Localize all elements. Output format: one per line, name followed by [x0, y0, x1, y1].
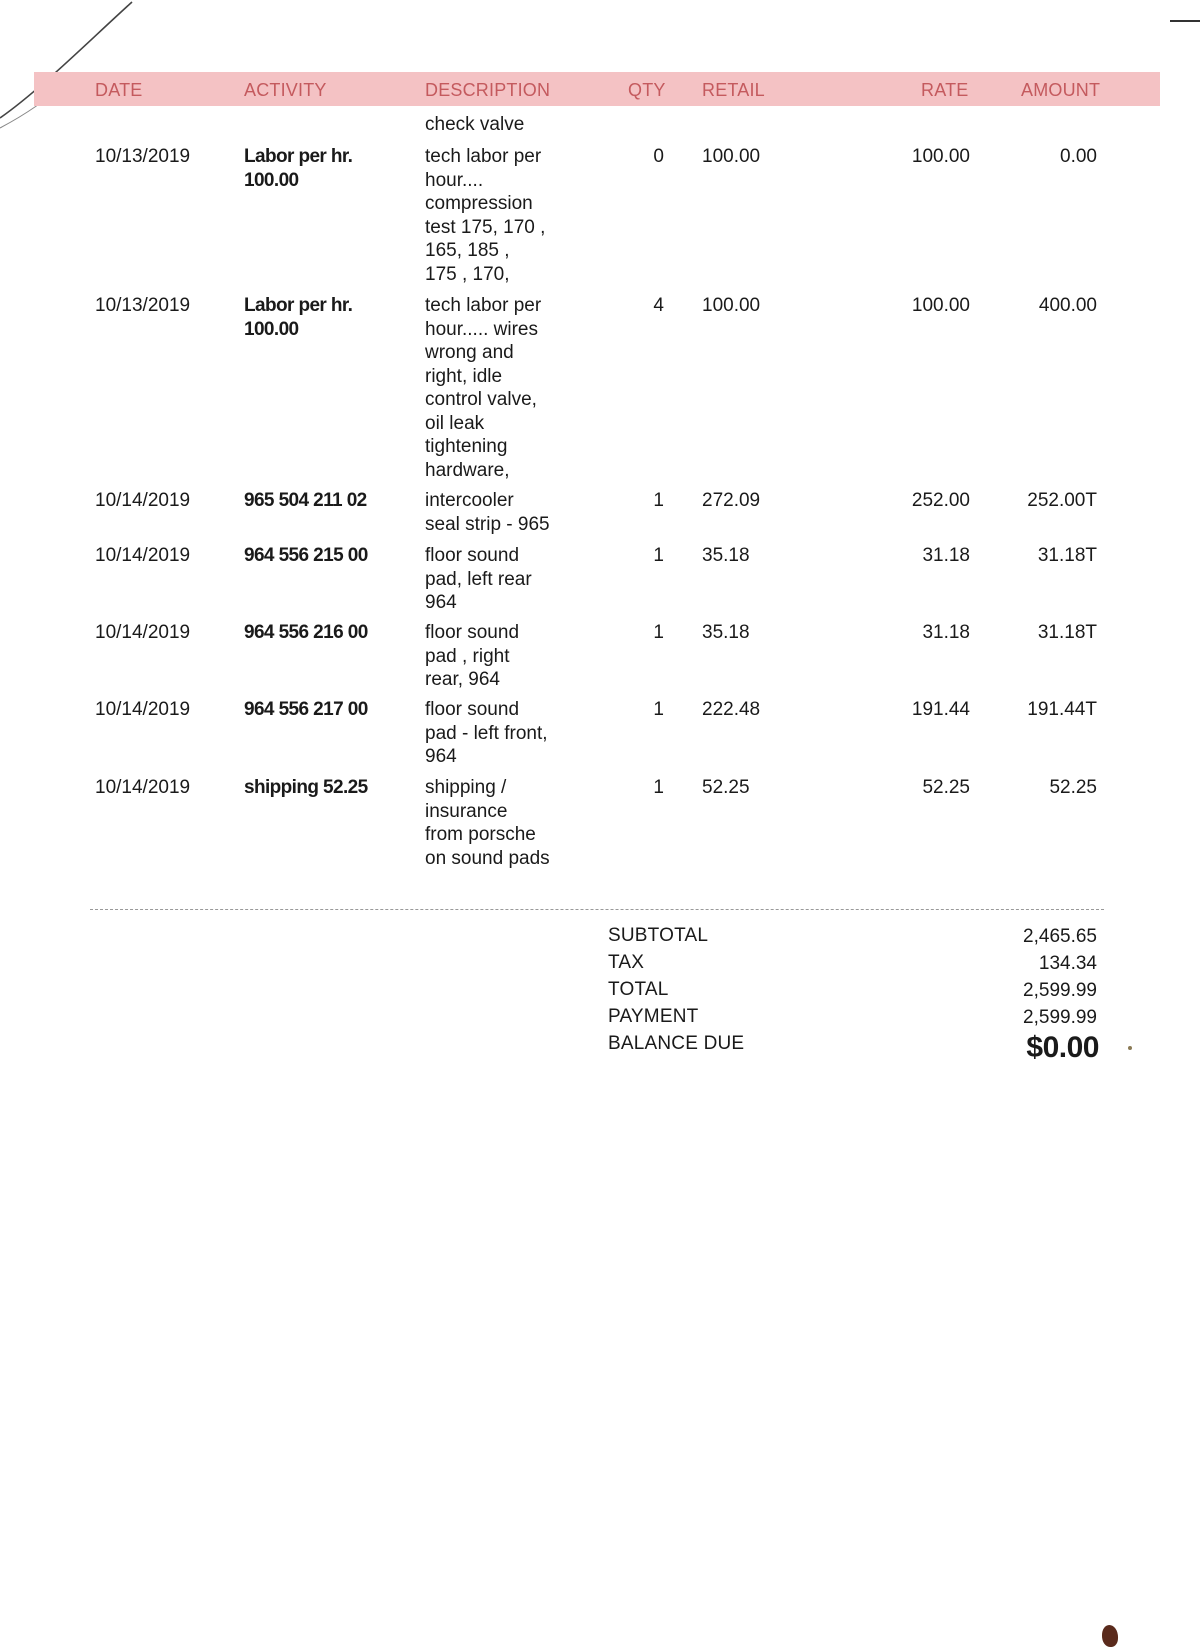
- row-qty: 4: [653, 295, 664, 316]
- header-rate: RATE: [921, 80, 969, 100]
- row-amount: 52.25: [1049, 777, 1097, 798]
- row-activity: Labor per hr. 100.00: [244, 295, 353, 340]
- row-activity: 964 556 217 00: [244, 699, 368, 720]
- row-date: 10/13/2019: [95, 146, 191, 167]
- row-rate: 252.00: [911, 490, 970, 511]
- row-qty: 1: [653, 699, 664, 720]
- tax-label: TAX: [608, 952, 645, 973]
- header-retail: RETAIL: [702, 80, 765, 100]
- row-retail: 100.00: [702, 146, 761, 167]
- scan-edge-mark: [1170, 0, 1200, 22]
- header-qty: QTY: [628, 80, 666, 100]
- table-header: [34, 72, 1160, 106]
- row-retail: 222.48: [702, 699, 761, 720]
- row-date: 10/14/2019: [95, 777, 191, 798]
- row-qty: 1: [653, 545, 664, 566]
- row-activity: Labor per hr. 100.00: [244, 146, 353, 191]
- row-qty: 1: [653, 622, 664, 643]
- balance-due-label: BALANCE DUE: [608, 1033, 745, 1054]
- row-amount: 400.00: [1038, 295, 1097, 316]
- row-rate: 100.00: [911, 295, 970, 316]
- folded-corner-artifact: [0, 0, 143, 130]
- row-retail: 35.18: [702, 622, 750, 643]
- subtotal-label: SUBTOTAL: [608, 925, 709, 946]
- row-amount: 31.18T: [1037, 622, 1097, 643]
- row-retail: 35.18: [702, 545, 750, 566]
- row-description: floor sound pad - left front, 964: [425, 699, 548, 767]
- payment-value: 2,599.99: [1023, 1007, 1097, 1028]
- row-rate: 31.18: [922, 545, 970, 566]
- row-amount: 252.00T: [1027, 490, 1097, 511]
- row-amount: 191.44T: [1027, 699, 1097, 720]
- balance-due-value: $0.00: [1026, 1031, 1099, 1064]
- scan-speck: [1128, 1046, 1132, 1050]
- row-activity: 964 556 216 00: [244, 622, 368, 643]
- total-value: 2,599.99: [1023, 980, 1097, 1001]
- subtotal-value: 2,465.65: [1023, 926, 1097, 947]
- row-retail: 100.00: [702, 295, 761, 316]
- continued-description: check valve: [425, 114, 525, 135]
- row-date: 10/14/2019: [95, 545, 191, 566]
- row-date: 10/13/2019: [95, 295, 191, 316]
- row-date: 10/14/2019: [95, 490, 191, 511]
- row-rate: 31.18: [922, 622, 970, 643]
- total-label: TOTAL: [608, 979, 669, 1000]
- header-date: DATE: [95, 80, 143, 100]
- row-description: shipping / insurance from porsche on sound pads: [425, 777, 550, 869]
- row-rate: 52.25: [922, 777, 970, 798]
- totals-divider: [90, 909, 1104, 910]
- row-description: floor sound pad, left rear 964: [425, 545, 532, 613]
- row-rate: 191.44: [911, 699, 970, 720]
- tax-value: 134.34: [1038, 953, 1097, 974]
- row-qty: 1: [653, 777, 664, 798]
- payment-label: PAYMENT: [608, 1006, 699, 1027]
- row-qty: 1: [653, 490, 664, 511]
- ink-stain: [1102, 1625, 1118, 1647]
- header-activity: ACTIVITY: [244, 80, 327, 100]
- row-activity: shipping 52.25: [244, 777, 368, 798]
- row-rate: 100.00: [911, 146, 970, 167]
- row-retail: 272.09: [702, 490, 761, 511]
- row-description: floor sound pad , right rear, 964: [425, 622, 520, 690]
- row-date: 10/14/2019: [95, 622, 191, 643]
- row-activity: 965 504 211 02: [244, 490, 367, 511]
- header-amount: AMOUNT: [1021, 80, 1101, 100]
- row-description: tech labor per hour.... compression test 175, 170 , 165, 185 , 175 , 170,: [425, 146, 546, 285]
- row-description: tech labor per hour..... wires wrong and right, idle control valve, oil leak tightening hardware,: [425, 295, 542, 481]
- row-retail: 52.25: [702, 777, 750, 798]
- header-description: DESCRIPTION: [425, 80, 551, 100]
- row-amount: 0.00: [1060, 146, 1097, 167]
- row-amount: 31.18T: [1037, 545, 1097, 566]
- row-qty: 0: [653, 146, 664, 167]
- row-activity: 964 556 215 00: [244, 545, 368, 566]
- row-date: 10/14/2019: [95, 699, 191, 720]
- row-description: intercooler seal strip - 965: [425, 490, 550, 535]
